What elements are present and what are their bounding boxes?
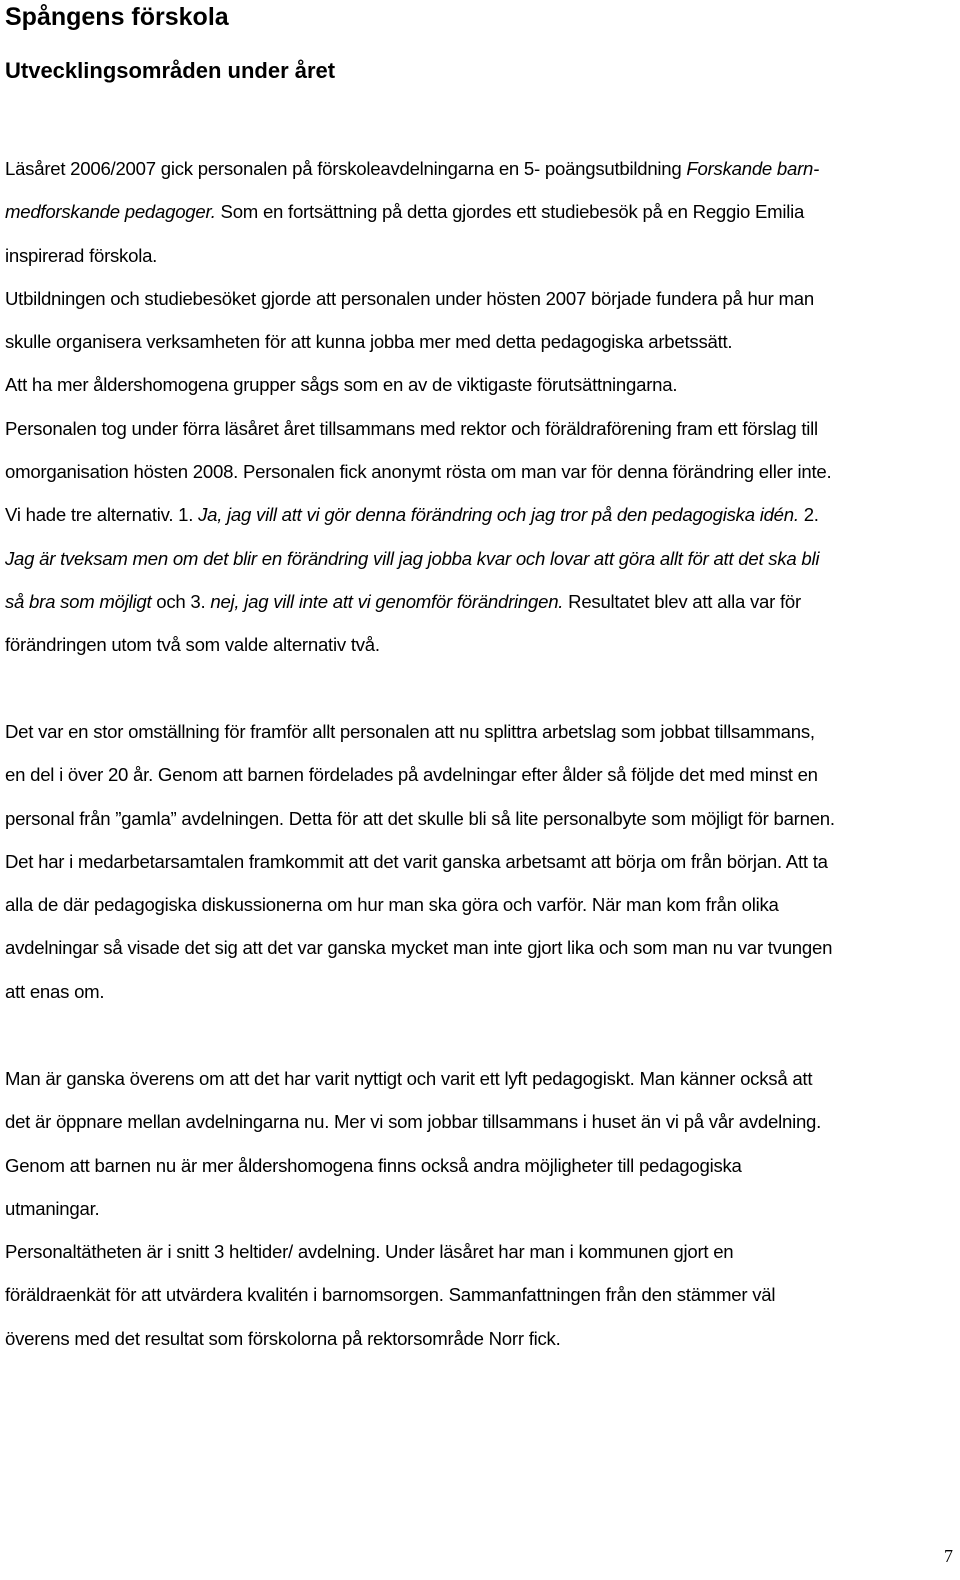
text-line: Personaltätheten är i snitt 3 heltider/ avdelning. Under läsåret har man i kommunen gjort en [5,1241,734,1263]
text-line: överens med det resultat som förskolorna på rektorsområde Norr fick. [5,1327,561,1349]
text-line: Utbildningen och studiebesöket gjorde att personalen under hösten 2007 började fundera på hur man [5,287,814,309]
text-line: Man är ganska överens om att det har varit nyttigt och varit ett lyft pedagogiskt. Man känner också att [5,1068,813,1089]
text-line: skulle organisera verksamheten för att kunna jobba mer med detta pedagogiska arbetssätt. [5,331,733,353]
italic-option-3: nej, jag vill inte att vi genomför förändringen. [210,590,564,612]
text-line: personal från ”gamla” avdelningen. Detta för att det skulle bli så lite personalbyte som möjligt för barnen. [5,807,835,829]
text-line: inspirerad förskola. [5,244,158,266]
text-line: Det var en stor omställning för framför allt personalen att nu splittra arbetslag som jobbat tillsammans, [5,721,815,742]
text-line: att enas om. [5,980,105,1002]
text-line: avdelningar så visade det sig att det var ganska mycket man inte gjort lika och som man nu var tvungen [5,937,833,959]
text-line [5,537,955,580]
paragraph-reorganisation [5,710,955,1013]
text-run: Resultatet blev att alla var för [563,590,801,612]
text-run: Vi hade tre alternativ. 1. [5,504,199,526]
text-line: alla de där pedagogiska diskussionerna om hur man ska göra och varför. När man kom från olika [5,894,779,916]
page-title: Spångens förskola [5,3,229,31]
paragraph-training [5,147,955,667]
italic-option-2: Jag är tveksam men om det blir en förändring vill jag jobba kvar och lovar att göra allt för att det ska bli [5,547,820,569]
text-line [5,147,955,190]
text-line: Det har i medarbetarsamtalen framkommit att det varit ganska arbetsamt att börja om från början. Att ta [5,850,828,872]
text-line: föräldraenkät för att utvärdera kvalitén i barnomsorgen. Sammanfattningen från den stämmer väl [5,1284,776,1306]
italic-option-2: så bra som möjligt [5,590,152,612]
text-line: Genom att barnen nu är mer åldershomogena finns också andra möjligheter till pedagogiska [5,1154,742,1176]
text-line [5,580,955,623]
text-line: omorganisation hösten 2008. Personalen fick anonymt rösta om man var för denna förändring eller inte. [5,461,832,483]
text-line: en del i över 20 år. Genom att barnen fördelades på avdelningar efter ålder så följde det med minst en [5,764,818,786]
text-line: det är öppnare mellan avdelningarna nu. Mer vi som jobbar tillsammans i huset än vi på vår avdelning. [5,1111,822,1133]
text-run: Som en fortsättning på detta gjordes ett studiebesök på en Reggio Emilia [215,201,805,223]
page-number: 7 [944,1546,953,1566]
italic-course-title: Forskande barn- [686,158,820,179]
text-run: och 3. [151,590,211,612]
text-run: 2. [798,504,819,526]
text-line [5,493,955,536]
paragraph-evaluation [5,1057,955,1360]
text-line: förändringen utom två som valde alternativ två. [5,634,380,656]
italic-option-1: Ja, jag vill att vi gör denna förändring och jag tror på den pedagogiska idén. [198,504,799,526]
text-line: Personalen tog under förra läsåret året tillsammans med rektor och föräldraförening fram ett förslag till [5,417,818,439]
text-line: utmaningar. [5,1197,100,1219]
section-heading: Utvecklingsområden under året [5,58,336,83]
text-line: Att ha mer åldershomogena grupper sågs som en av de viktigaste förutsättningarna. [5,374,678,396]
text-run: Läsåret 2006/2007 gick personalen på förskoleavdelningarna en 5- poängsutbildning [5,158,687,179]
text-line [5,190,955,233]
italic-course-title: medforskande pedagoger. [5,201,216,223]
